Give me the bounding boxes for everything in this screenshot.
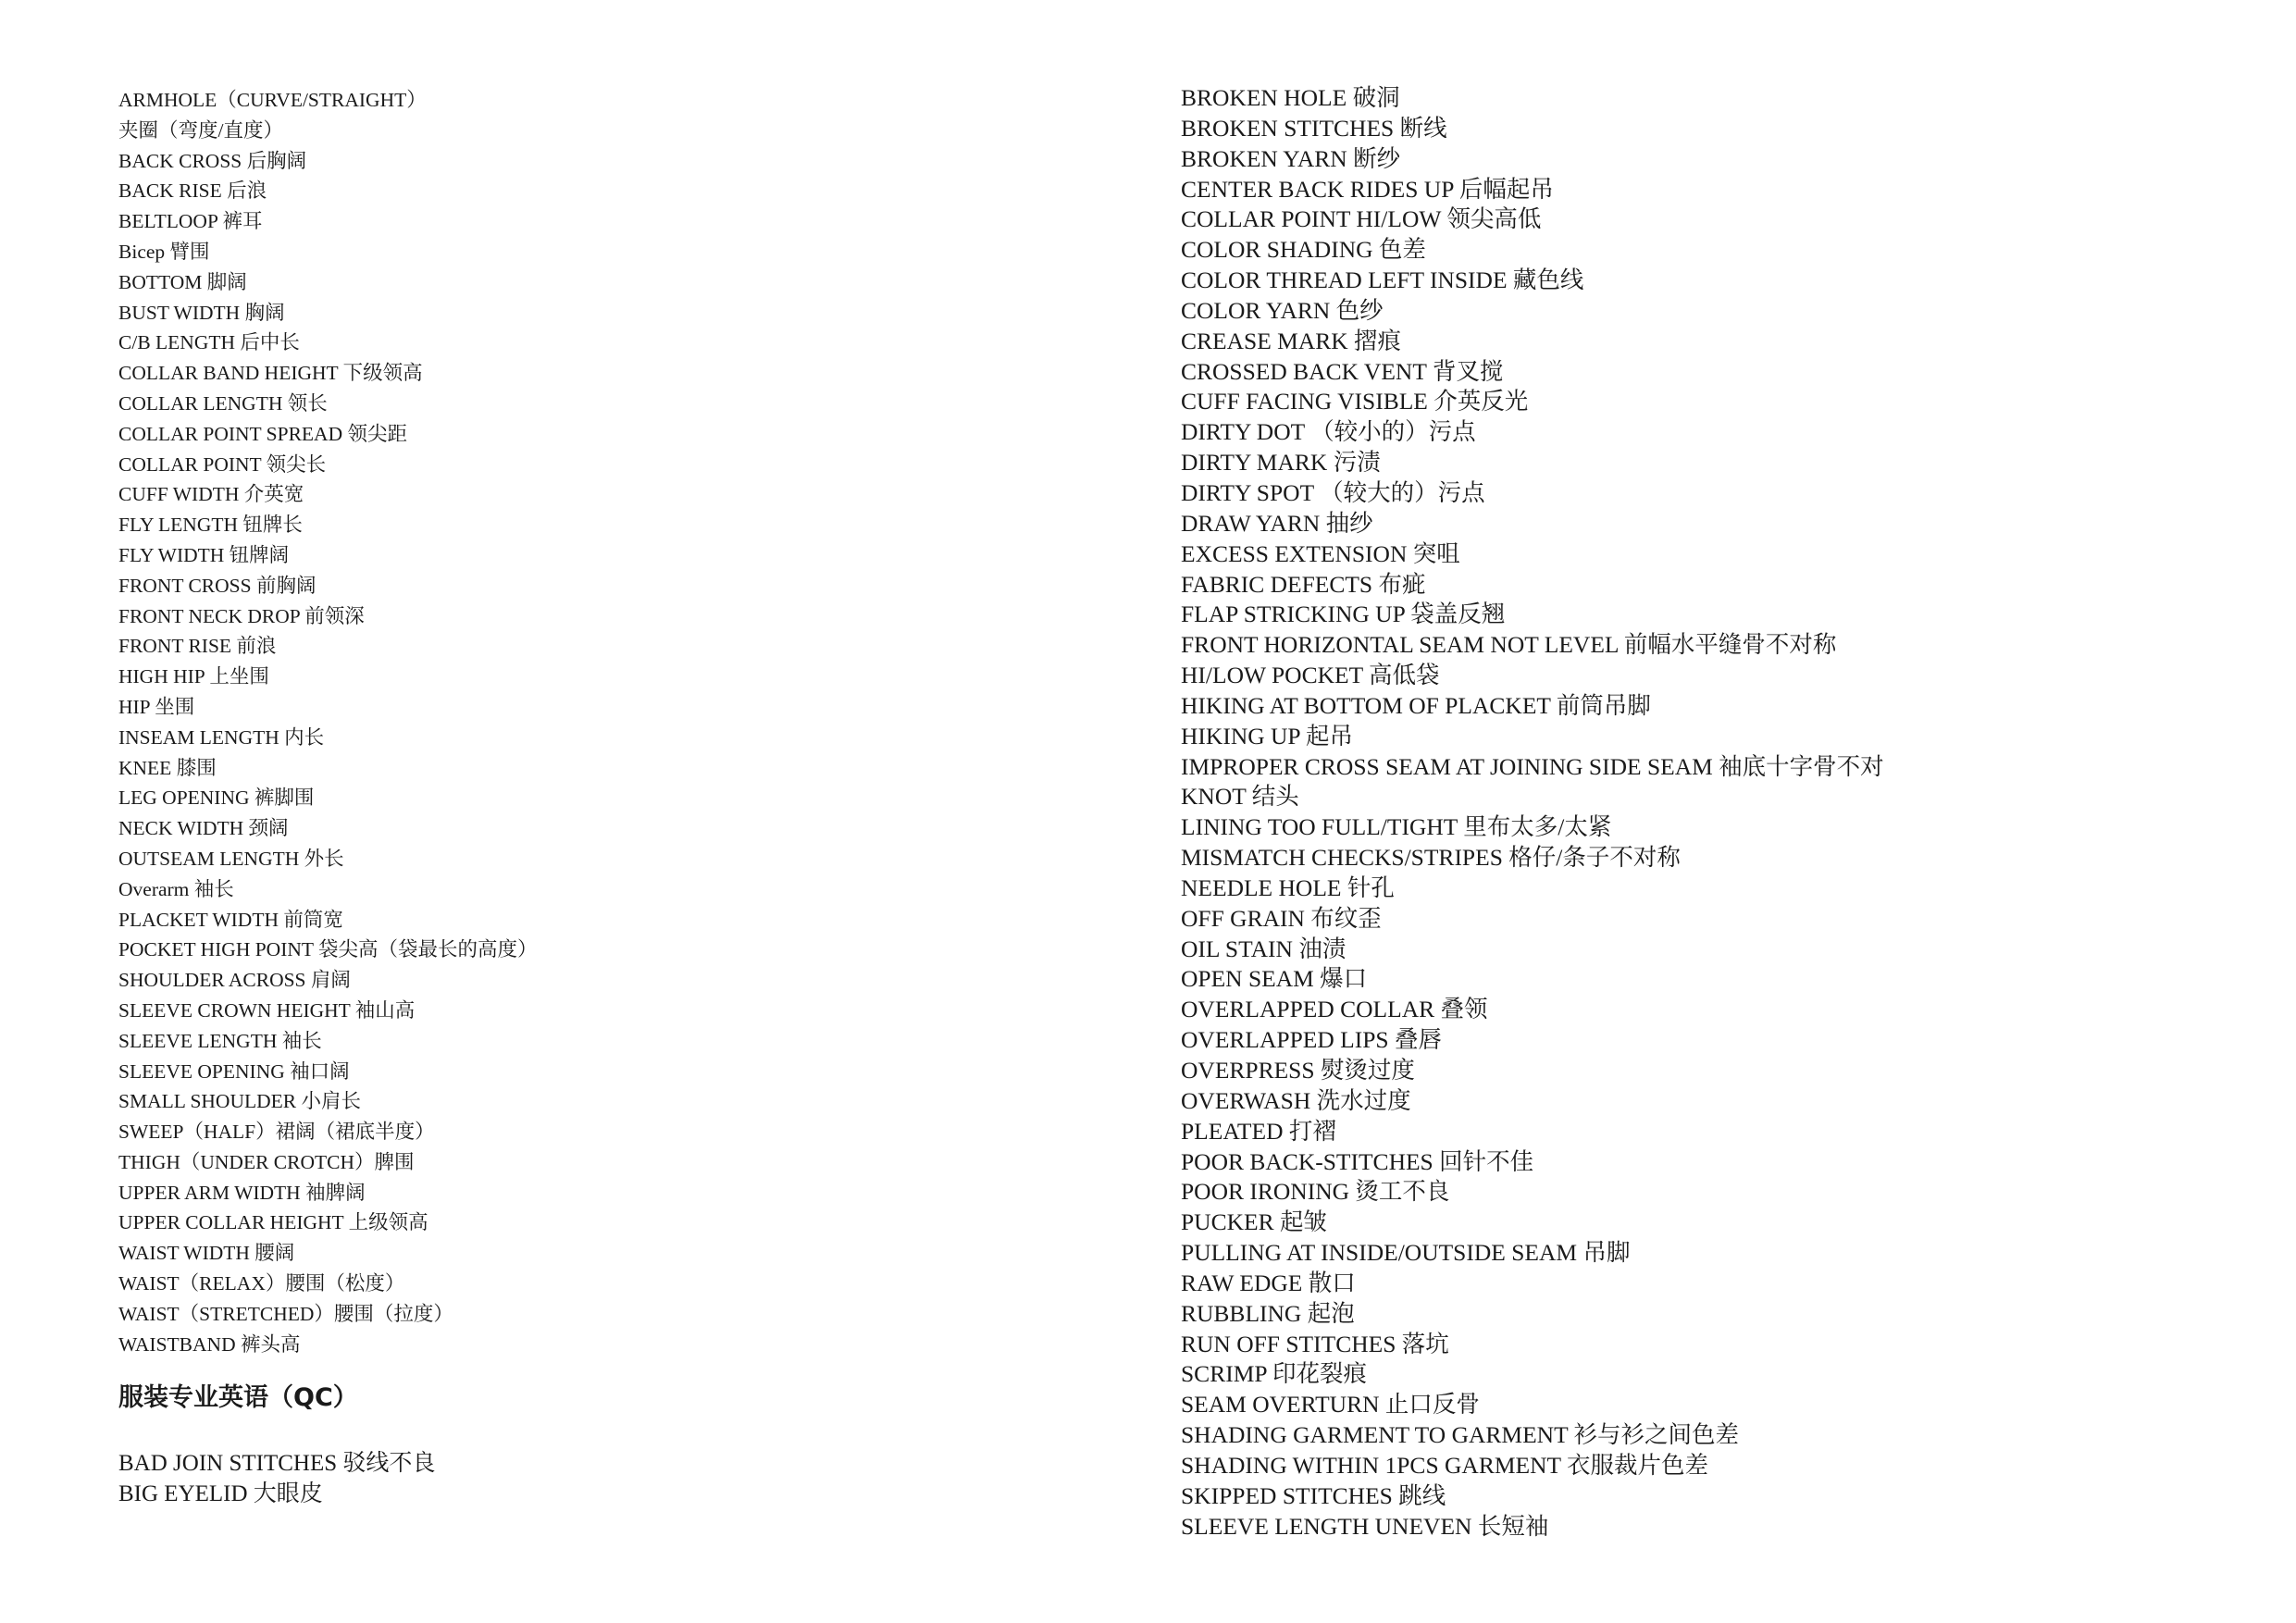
qc-term: EXCESS EXTENSION 突咀 bbox=[1181, 539, 1460, 567]
measurement-term: INSEAM LENGTH 内长 bbox=[118, 725, 325, 749]
measurement-terms-list bbox=[118, 85, 1044, 1359]
measurement-term: HIP 坐围 bbox=[118, 695, 195, 718]
qc-terms-list-left bbox=[118, 1448, 1044, 1509]
right-column bbox=[1181, 83, 2245, 1542]
measurement-term: WAISTBAND 裤头高 bbox=[118, 1332, 301, 1356]
qc-term: BIG EYELID 大眼皮 bbox=[118, 1481, 323, 1507]
qc-term: NEEDLE HOLE 针孔 bbox=[1181, 873, 1395, 901]
qc-term: PUCKER 起皱 bbox=[1181, 1208, 1327, 1236]
qc-term: SKIPPED STITCHES 跳线 bbox=[1181, 1481, 1446, 1509]
measurement-term: Bicep 臂围 bbox=[118, 240, 210, 263]
measurement-term: C/B LENGTH 后中长 bbox=[118, 331, 300, 354]
left-column bbox=[118, 85, 1044, 1509]
measurement-term: SHOULDER ACROSS 肩阔 bbox=[118, 969, 351, 992]
measurement-term: FRONT RISE 前浪 bbox=[118, 635, 277, 658]
qc-term: PLEATED 打褶 bbox=[1181, 1117, 1336, 1145]
measurement-term: SLEEVE LENGTH 袖长 bbox=[118, 1029, 322, 1052]
qc-term: CUFF FACING VISIBLE 介英反光 bbox=[1181, 388, 1529, 415]
qc-term: POOR IRONING 烫工不良 bbox=[1181, 1178, 1450, 1206]
qc-term: HIKING UP 起吊 bbox=[1181, 722, 1354, 750]
measurement-term: HIGH HIP 上坐围 bbox=[118, 665, 269, 688]
qc-term: KNOT 结头 bbox=[1181, 783, 1299, 811]
qc-term: FABRIC DEFECTS 布疵 bbox=[1181, 570, 1426, 598]
measurement-term: NECK WIDTH 颈阔 bbox=[118, 817, 289, 840]
qc-term: DIRTY MARK 污渍 bbox=[1181, 449, 1381, 477]
qc-term: MISMATCH CHECKS/STRIPES 格仔/条子不对称 bbox=[1181, 844, 1681, 872]
measurement-term: BACK RISE 后浪 bbox=[118, 180, 267, 203]
measurement-term: SLEEVE OPENING 袖口阔 bbox=[118, 1059, 350, 1083]
qc-term: OPEN SEAM 爆口 bbox=[1181, 965, 1368, 993]
qc-term: RUN OFF STITCHES 落坑 bbox=[1181, 1330, 1449, 1357]
qc-term: COLOR YARN 色纱 bbox=[1181, 296, 1384, 324]
measurement-term: KNEE 膝围 bbox=[118, 756, 217, 779]
qc-term: OVERLAPPED COLLAR 叠领 bbox=[1181, 996, 1488, 1023]
measurement-term: SWEEP（HALF）裙阔（裙底半度） bbox=[118, 1121, 435, 1144]
qc-term: IMPROPER CROSS SEAM AT JOINING SIDE SEAM 袖底十字骨不对 bbox=[1181, 752, 1884, 780]
measurement-term: POCKET HIGH POINT 袋尖高（袋最长的高度） bbox=[118, 938, 538, 961]
qc-term: CREASE MARK 摺痕 bbox=[1181, 327, 1402, 354]
measurement-term: PLACKET WIDTH 前筒宽 bbox=[118, 908, 343, 931]
measurement-term: SMALL SHOULDER 小肩长 bbox=[118, 1090, 361, 1113]
qc-term: OVERWASH 洗水过度 bbox=[1181, 1086, 1411, 1114]
measurement-term: BELTLOOP 裤耳 bbox=[118, 210, 263, 233]
measurement-term: FLY WIDTH 钮牌阔 bbox=[118, 543, 290, 566]
measurement-term: WAIST WIDTH 腰阔 bbox=[118, 1242, 295, 1265]
measurement-term: COLLAR POINT SPREAD 领尖距 bbox=[118, 422, 407, 445]
qc-term: CENTER BACK RIDES UP 后幅起吊 bbox=[1181, 175, 1554, 203]
qc-term: LINING TOO FULL/TIGHT 里布太多/太紧 bbox=[1181, 813, 1612, 841]
measurement-term: CUFF WIDTH 介英宽 bbox=[118, 483, 304, 506]
qc-term: OVERLAPPED LIPS 叠唇 bbox=[1181, 1026, 1442, 1054]
measurement-term: UPPER COLLAR HEIGHT 上级领高 bbox=[118, 1211, 428, 1234]
qc-term: DRAW YARN 抽纱 bbox=[1181, 509, 1373, 537]
measurement-term: OUTSEAM LENGTH 外长 bbox=[118, 847, 344, 870]
measurement-term: THIGH（UNDER CROTCH）脾围 bbox=[118, 1150, 415, 1173]
measurement-term: ARMHOLE（CURVE/STRAIGHT） bbox=[118, 89, 427, 111]
qc-term: SHADING WITHIN 1PCS GARMENT 衣服裁片色差 bbox=[1181, 1451, 1708, 1479]
qc-term: FRONT HORIZONTAL SEAM NOT LEVEL 前幅水平缝骨不对称 bbox=[1181, 631, 1837, 659]
qc-term: PULLING AT INSIDE/OUTSIDE SEAM 吊脚 bbox=[1181, 1239, 1631, 1267]
qc-terms-list-right bbox=[1181, 83, 2245, 1542]
measurement-term: Overarm 袖长 bbox=[118, 877, 234, 900]
qc-term: HI/LOW POCKET 高低袋 bbox=[1181, 662, 1440, 689]
measurement-term: SLEEVE CROWN HEIGHT 袖山高 bbox=[118, 998, 416, 1022]
measurement-term: FRONT CROSS 前胸阔 bbox=[118, 574, 316, 597]
qc-term: RUBBLING 起泡 bbox=[1181, 1299, 1355, 1327]
qc-term: SCRIMP 印花裂痕 bbox=[1181, 1360, 1367, 1388]
qc-term: COLLAR POINT HI/LOW 领尖高低 bbox=[1181, 205, 1542, 233]
qc-term: RAW EDGE 散口 bbox=[1181, 1269, 1356, 1296]
measurement-term: COLLAR BAND HEIGHT 下级领高 bbox=[118, 362, 423, 385]
measurement-term: BACK CROSS 后胸阔 bbox=[118, 149, 307, 172]
qc-term: FLAP STRICKING UP 袋盖反翘 bbox=[1181, 601, 1506, 628]
measurement-term: BOTTOM 脚阔 bbox=[118, 270, 247, 293]
measurement-term: COLLAR POINT 领尖长 bbox=[118, 452, 327, 476]
measurement-term: FLY LENGTH 钮牌长 bbox=[118, 514, 303, 537]
qc-term: POOR BACK-STITCHES 回针不佳 bbox=[1181, 1147, 1534, 1175]
measurement-term: 夹圈（弯度/直度） bbox=[118, 118, 283, 142]
qc-term: BROKEN YARN 断纱 bbox=[1181, 144, 1401, 172]
measurement-term: WAIST（RELAX）腰围（松度） bbox=[118, 1272, 405, 1295]
qc-term: DIRTY SPOT （较大的）污点 bbox=[1181, 478, 1485, 506]
measurement-term: LEG OPENING 裤脚围 bbox=[118, 787, 315, 810]
qc-term: CROSSED BACK VENT 背叉搅 bbox=[1181, 357, 1504, 385]
qc-term: SHADING GARMENT TO GARMENT 衫与衫之间色差 bbox=[1181, 1421, 1740, 1449]
measurement-term: COLLAR LENGTH 领长 bbox=[118, 391, 328, 415]
qc-term: COLOR SHADING 色差 bbox=[1181, 236, 1426, 264]
measurement-term: BUST WIDTH 胸阔 bbox=[118, 301, 285, 324]
measurement-term: UPPER ARM WIDTH 袖脾阔 bbox=[118, 1181, 366, 1204]
qc-term: OFF GRAIN 布纹歪 bbox=[1181, 904, 1382, 932]
measurement-term: FRONT NECK DROP 前领深 bbox=[118, 604, 365, 627]
qc-term: DIRTY DOT （较小的）污点 bbox=[1181, 418, 1476, 446]
qc-term: BAD JOIN STITCHES 驳线不良 bbox=[118, 1451, 436, 1477]
qc-term: BROKEN HOLE 破洞 bbox=[1181, 84, 1400, 111]
qc-term: COLOR THREAD LEFT INSIDE 藏色线 bbox=[1181, 266, 1584, 294]
qc-term: SEAM OVERTURN 止口反骨 bbox=[1181, 1391, 1480, 1419]
qc-term: BROKEN STITCHES 断线 bbox=[1181, 114, 1447, 142]
qc-term: HIKING AT BOTTOM OF PLACKET 前筒吊脚 bbox=[1181, 691, 1651, 719]
measurement-term: WAIST（STRETCHED）腰围（拉度） bbox=[118, 1302, 453, 1325]
qc-term: OVERPRESS 熨烫过度 bbox=[1181, 1057, 1415, 1084]
qc-term: OIL STAIN 油渍 bbox=[1181, 935, 1347, 962]
qc-term: SLEEVE LENGTH UNEVEN 长短袖 bbox=[1181, 1512, 1549, 1540]
qc-section-title: 服装专业英语（QC） bbox=[118, 1383, 358, 1413]
